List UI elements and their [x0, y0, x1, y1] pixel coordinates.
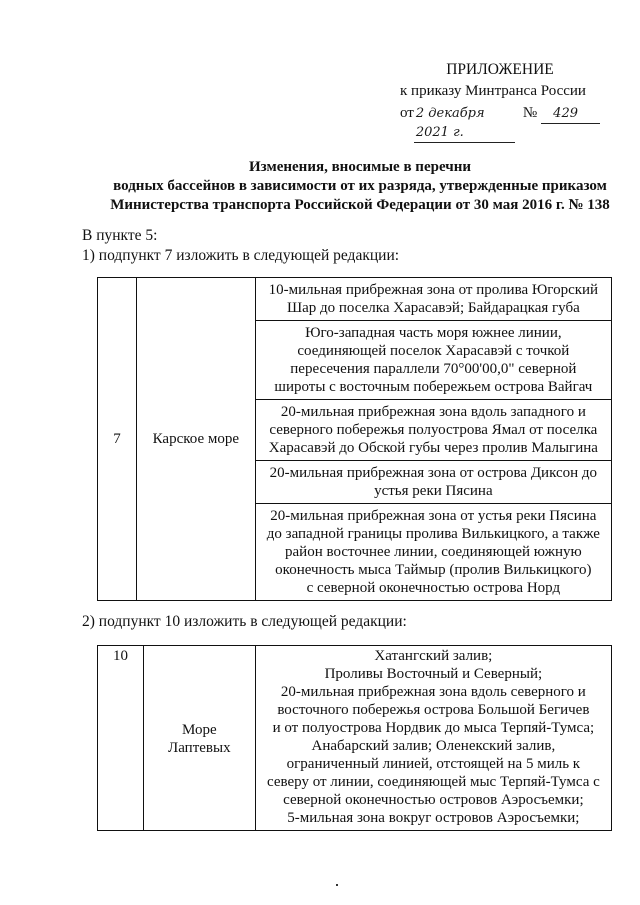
description-line: восточного побережья острова Большой Бегичев: [277, 702, 590, 718]
heading-line-2: водных бассейнов в зависимости от их разряда, утвержденные приказом: [113, 178, 607, 194]
intro-subpoint-1: 1) подпункт 7 изложить в следующей редакции:: [82, 247, 400, 264]
zone-description: [255, 321, 611, 400]
description-line: и от полуострова Нордвик до мыса Терпяй-Тумса;: [272, 720, 595, 736]
description-line: соединяющей поселок Харасавэй с точкой: [297, 343, 570, 359]
handwritten-number: 429: [541, 104, 600, 124]
description-line: широты с восточным побережьем острова Вайгач: [274, 379, 593, 395]
description-line: 20-мильная прибрежная зона вдоль западного и: [280, 404, 586, 420]
zone-description: [255, 278, 611, 321]
description-line: 20-мильная прибрежная зона от устья реки Пясина: [270, 508, 597, 524]
appendix-date-row: [400, 104, 600, 143]
page-mark: [336, 884, 338, 886]
sea-name-line-2: Лаптевых: [168, 739, 231, 756]
description-line: Анабарский залив; Оленекский залив,: [311, 738, 556, 754]
appendix-order-ref: к приказу Минтранса России: [400, 83, 586, 99]
document-heading: [80, 158, 640, 215]
description-line: пересечения параллели 70°00'00,0" северной: [290, 361, 577, 377]
handwritten-date: 2 декабря 2021 г.: [414, 104, 515, 143]
description-line: оконечность мыса Таймыр (пролив Вилькицкого): [275, 562, 592, 578]
appendix-block: [400, 60, 600, 143]
description-line: Харасавэй до Обской губы через пролив Малыгина: [268, 440, 598, 456]
zone-description: [255, 461, 611, 504]
zone-description: [255, 400, 611, 461]
sea-name-line-1: Море: [182, 721, 217, 738]
intro-point: В пункте 5:: [82, 227, 158, 244]
row-number: 10: [98, 646, 144, 831]
appendix-title: ПРИЛОЖЕНИЕ: [446, 61, 554, 78]
heading-line-3: Министерства транспорта Российской Федерации от 30 мая 2016 г. № 138: [110, 197, 610, 213]
row-number: 7: [98, 278, 137, 601]
zone-description: [255, 504, 611, 601]
date-prefix: от: [400, 105, 414, 121]
description-line: с северной оконечностью острова Норд: [306, 580, 561, 596]
sea-name-cell: Карское море: [136, 278, 255, 601]
description-line: Хатангский залив;: [374, 648, 493, 664]
description-line: 20-мильная прибрежная зона вдоль северного и: [280, 684, 586, 700]
description-line: до западной границы пролива Вилькицкого, а также: [266, 526, 600, 542]
description-line: 20-мильная прибрежная зона от острова Диксон до: [269, 465, 598, 481]
description-line: ограниченный линией, отстоящей на 5 миль к: [286, 756, 581, 772]
description-line: 5-мильная зона вокруг островов Аэросъемки;: [287, 810, 580, 826]
description-line: северного побережья полуострова Ямал от поселка: [269, 422, 598, 438]
zone-description: [255, 646, 611, 831]
description-line: 10-мильная прибрежная зона от пролива Югорский: [268, 282, 599, 298]
sea-name-cell: [143, 646, 255, 831]
table-subpoint-10: [97, 645, 612, 831]
table-subpoint-7: [97, 277, 612, 601]
description-line: район восточнее линии, соединяющей южную: [285, 544, 582, 560]
table-row: [98, 646, 612, 831]
description-line: устья реки Пясина: [374, 483, 493, 499]
heading-line-1: Изменения, вносимые в перечни: [249, 159, 471, 175]
description-line: северной оконечностью островов Аэросъемки;: [283, 792, 584, 808]
intro-subpoint-2: 2) подпункт 10 изложить в следующей редакции:: [82, 613, 407, 630]
number-prefix: №: [522, 105, 538, 121]
table-row: [98, 278, 612, 321]
description-line: Проливы Восточный и Северный;: [324, 666, 543, 682]
description-line: Юго-западная часть моря южнее линии,: [305, 325, 562, 341]
description-line: северу от линии, соединяющей мыс Терпяй-Тумса с: [266, 774, 600, 790]
description-line: Шар до поселка Харасавэй; Байдарацкая губа: [286, 300, 580, 316]
